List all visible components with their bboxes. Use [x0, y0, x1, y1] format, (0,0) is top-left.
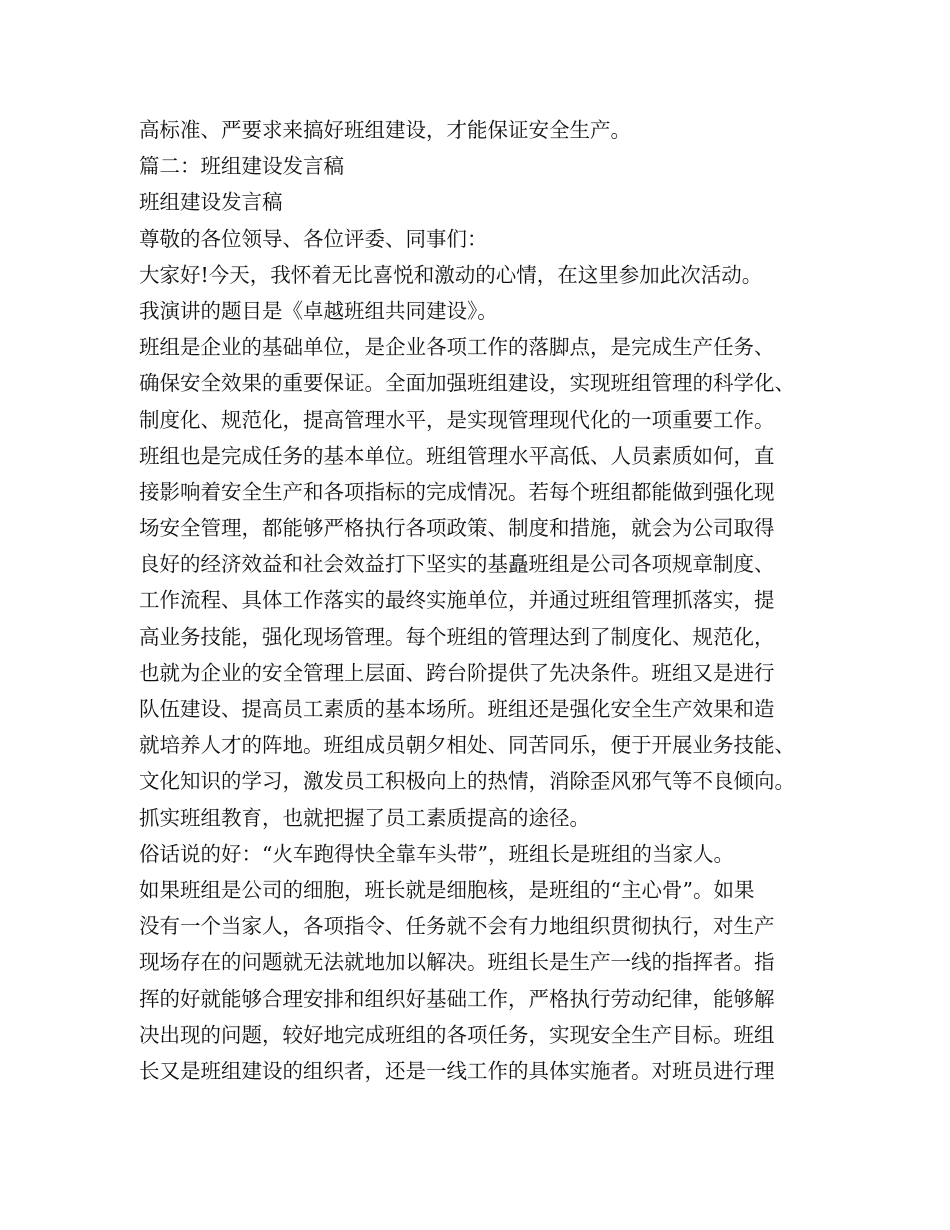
text-line: 接影响着安全生产和各项指标的完成情况。若每个班组都能做到强化现	[139, 479, 775, 504]
text-line: 长又是班组建设的组织者，还是一线工作的具体实施者。对班员进行理	[139, 1058, 775, 1083]
text-line: 现场存在的问题就无法就地加以解决。班组长是生产一线的指挥者。指	[139, 950, 775, 975]
text-line: 没有一个当家人，各项指令、任务就不会有力地组织贯彻执行，对生产	[139, 914, 775, 939]
text-line: 大家好!今天，我怀着无比喜悦和激动的心情，在这里参加此次活动。	[139, 262, 763, 287]
text-line: 班组是企业的基础单位，是企业各项工作的落脚点，是完成生产任务、	[139, 335, 775, 360]
text-line: 我演讲的题目是《卓越班组共同建设》。	[139, 298, 498, 323]
text-line: 班组也是完成任务的基本单位。班组管理水平高低、人员素质如何，直	[139, 443, 775, 468]
text-line: 高标准、严要求来搞好班组建设，才能保证安全生产。	[139, 118, 631, 142]
text-line: 场安全管理，都能够严格执行各项政策、制度和措施，就会为公司取得	[139, 516, 775, 541]
text-line: 挥的好就能够合理安排和组织好基础工作，严格执行劳动纪律，能够解	[139, 986, 775, 1011]
text-line: 就培养人才的阵地。班组成员朝夕相处、同苦同乐，便于开展业务技能、	[139, 733, 795, 758]
text-line: 队伍建设、提高员工素质的基本场所。班组还是强化安全生产效果和造	[139, 697, 775, 721]
text-line: 良好的经济效益和社会效益打下坚实的基矗班组是公司各项规章制度、	[139, 552, 775, 577]
text-line: 高业务技能，强化现场管理。每个班组的管理达到了制度化、规范化，	[139, 624, 775, 649]
text-line: 制度化、规范化，提高管理水平，是实现管理现代化的一项重要工作。	[139, 407, 775, 432]
text-line: 如果班组是公司的细胞，班长就是细胞核，是班组的“主心骨”。如果	[139, 877, 755, 902]
text-line: 文化知识的学习，激发员工积极向上的热情，消除歪风邪气等不良倾向。	[139, 769, 795, 794]
text-line: 也就为企业的安全管理上层面、跨台阶提供了先决条件。班组又是进行	[139, 660, 775, 685]
text-line: 确保安全效果的重要保证。全面加强班组建设，实现班组管理的科学化、	[139, 371, 795, 396]
section-heading: 篇二：班组建设发言稿	[139, 154, 344, 179]
text-line: 抓实班组教育，也就把握了员工素质提高的途径。	[139, 805, 590, 830]
speech-title: 班组建设发言稿	[139, 190, 283, 215]
salutation: 尊敬的各位领导、各位评委、同事们：	[139, 226, 488, 251]
document-body	[139, 112, 839, 1089]
text-line: 俗话说的好：“火车跑得快全靠车头带”，班组长是班组的当家人。	[139, 841, 734, 866]
text-line: 工作流程、具体工作落实的最终实施单位，并通过班组管理抓落实，提	[139, 588, 775, 613]
text-line: 决出现的问题，较好地完成班组的各项任务，实现安全生产目标。班组	[139, 1022, 775, 1047]
